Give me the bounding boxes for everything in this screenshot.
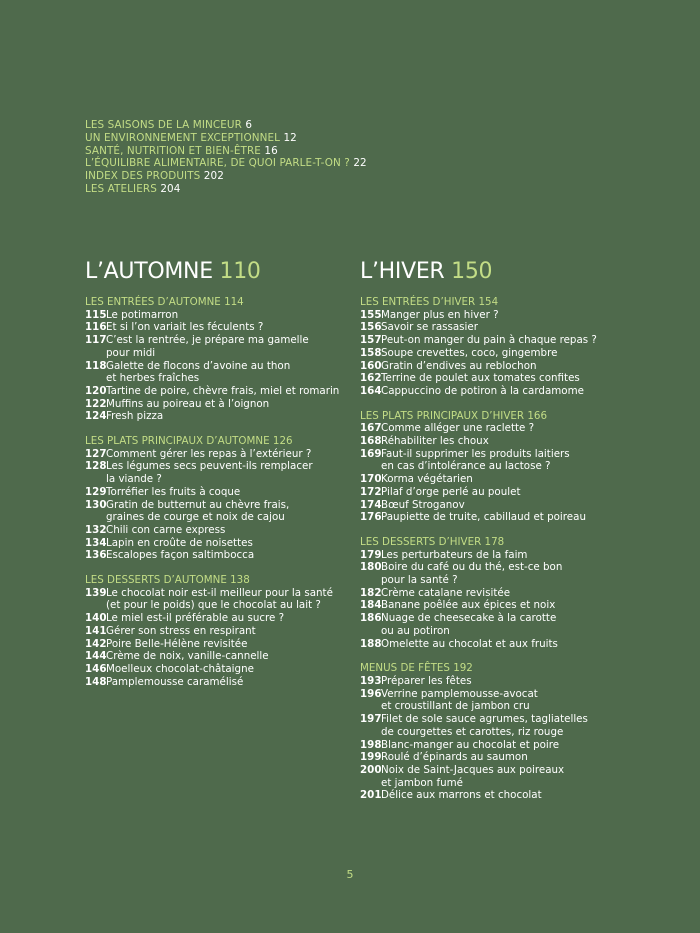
section-heading: [85, 435, 350, 448]
entry-page-number: 160: [360, 359, 382, 372]
toc-entry: [360, 309, 635, 322]
entry-page-number: 124: [85, 410, 107, 423]
toc-entry: [85, 663, 350, 676]
intro-list: [85, 119, 367, 196]
intro-item: [85, 157, 367, 170]
entry-title: Le potimarron: [106, 308, 179, 321]
intro-item-page: 16: [264, 144, 278, 157]
page-folio: 5: [346, 868, 354, 881]
entry-page-number: 156: [360, 321, 382, 334]
entry-title: Les légumes secs peuvent-ils remplacer la viande ?: [106, 460, 313, 486]
toc-entry: [85, 398, 350, 411]
winter-section: [360, 536, 635, 650]
toc-entry: [360, 599, 635, 612]
intro-item-page: 22: [353, 157, 367, 170]
entry-title: Banane poêlée aux épices et noix: [381, 599, 556, 612]
toc-entry: [85, 676, 350, 689]
entry-page-number: 167: [360, 422, 382, 435]
intro-item: [85, 183, 367, 196]
entry-page-number: 146: [85, 662, 107, 675]
toc-entry: [360, 385, 635, 398]
entry-title: Boire du café ou du thé, est-ce bon pour la santé ?: [381, 561, 563, 587]
entry-page-number: 162: [360, 372, 382, 385]
entry-page-number: 172: [360, 485, 382, 498]
section-page-number: 126: [272, 435, 293, 448]
toc-entry: [85, 360, 350, 385]
autumn-heading: [85, 258, 350, 286]
entry-page-number: 180: [360, 561, 382, 574]
section-heading: [360, 536, 635, 549]
intro-item-title: LES SAISONS DE LA MINCEUR: [85, 119, 242, 131]
section-title: LES ENTRÉES D’HIVER: [360, 296, 476, 308]
entry-page-number: 127: [85, 447, 107, 460]
entry-title: Préparer les fêtes: [381, 674, 472, 687]
toc-entry: [360, 789, 635, 802]
winter-page-number: 150: [451, 259, 493, 284]
toc-entry: [85, 650, 350, 663]
entry-page-number: 199: [360, 751, 382, 764]
entry-page-number: 188: [360, 637, 382, 650]
entry-page-number: 174: [360, 498, 382, 511]
toc-entry: [360, 688, 635, 713]
toc-entry: [360, 360, 635, 373]
entry-page-number: 157: [360, 334, 382, 347]
toc-entry: [360, 675, 635, 688]
toc-entry: [85, 460, 350, 485]
entry-page-number: 197: [360, 713, 382, 726]
entry-title: Savoir se rassasier: [381, 321, 478, 334]
entry-page-number: 164: [360, 384, 382, 397]
winter-heading: [360, 258, 635, 286]
entry-title: Soupe crevettes, coco, gingembre: [381, 346, 558, 359]
entry-page-number: 142: [85, 637, 107, 650]
entry-title: Tartine de poire, chèvre frais, miel et romarin: [106, 384, 340, 397]
entry-page-number: 176: [360, 511, 382, 524]
entry-title: Escalopes façon saltimbocca: [106, 549, 255, 562]
section-page-number: 192: [453, 662, 473, 675]
intro-item-page: 204: [160, 182, 181, 195]
entry-title: Gérer son stress en respirant: [106, 624, 256, 637]
entry-title: Omelette au chocolat et aux fruits: [381, 637, 558, 650]
entry-page-number: 184: [360, 599, 382, 612]
toc-entry: [360, 334, 635, 347]
entry-title: Pamplemousse caramélisé: [106, 675, 244, 688]
entry-page-number: 128: [85, 460, 107, 473]
section-page-number: 114: [224, 296, 244, 308]
entry-title: Délice aux marrons et chocolat: [381, 789, 542, 802]
section-heading: [360, 662, 635, 675]
entry-title: Chili con carne express: [106, 523, 226, 536]
toc-entry: [85, 334, 350, 359]
entry-page-number: 140: [85, 612, 107, 625]
entry-page-number: 200: [360, 763, 382, 776]
entry-title: Cappuccino de potiron à la cardamome: [381, 384, 584, 397]
entry-page-number: 155: [360, 308, 382, 321]
intro-item-title: UN ENVIRONNEMENT EXCEPTIONNEL: [85, 131, 281, 144]
entry-title: Fresh pizza: [106, 410, 164, 423]
entry-title: Pilaf d’orge perlé au poulet: [381, 485, 521, 498]
section-heading: [85, 574, 350, 587]
toc-entry: [85, 638, 350, 651]
entry-title: Les perturbateurs de la faim: [381, 548, 528, 561]
section-title: MENUS DE FÊTES: [360, 662, 450, 675]
toc-entry: [360, 713, 635, 738]
toc-entry: [360, 448, 635, 473]
entry-page-number: 129: [85, 485, 107, 498]
entry-title: Verrine pamplemousse-avocat et croustillant de jambon cru: [381, 687, 538, 713]
section-title: LES PLATS PRINCIPAUX D’AUTOMNE: [85, 435, 270, 448]
entry-page-number: 169: [360, 447, 382, 460]
entry-page-number: 115: [85, 308, 107, 321]
entry-title: Peut-on manger du pain à chaque repas ?: [381, 334, 597, 347]
intro-item-title: INDEX DES PRODUITS: [85, 170, 201, 183]
intro-item: [85, 170, 367, 183]
entry-title: Crème catalane revisitée: [381, 586, 511, 599]
entry-title: Crème de noix, vanille-cannelle: [106, 650, 269, 663]
toc-entry: [360, 511, 635, 524]
entry-page-number: 198: [360, 738, 382, 751]
toc-entry: [85, 486, 350, 499]
entry-title: Faut-il supprimer les produits laitiers en cas d’intolérance au lactose ?: [381, 447, 570, 473]
winter-section: [360, 296, 635, 398]
toc-entry: [360, 561, 635, 586]
entry-title: Manger plus en hiver ?: [381, 308, 499, 321]
entry-title: Lapin en croûte de noisettes: [106, 536, 253, 549]
toc-entry: [85, 549, 350, 562]
section-heading: [360, 296, 635, 309]
entry-title: Gratin de butternut au chèvre frais, graines de courge et noix de cajou: [106, 498, 290, 524]
toc-entry: [85, 537, 350, 550]
autumn-section: [85, 574, 350, 688]
entry-title: Nuage de cheesecake à la carotte ou au potiron: [381, 612, 557, 637]
entry-page-number: 116: [85, 321, 107, 334]
entry-title: Galette de flocons d’avoine au thon et herbes fraîches: [106, 359, 291, 385]
entry-page-number: 117: [85, 334, 107, 347]
entry-page-number: 132: [85, 523, 107, 536]
entry-page-number: 182: [360, 586, 382, 599]
intro-item-page: 202: [203, 170, 224, 183]
entry-title: Comme alléger une raclette ?: [381, 422, 535, 435]
entry-title: Blanc-manger au chocolat et poire: [381, 738, 560, 751]
entry-page-number: 158: [360, 346, 382, 359]
autumn-column: [85, 258, 350, 700]
entry-page-number: 148: [85, 675, 107, 688]
section-page-number: 138: [230, 574, 250, 587]
entry-page-number: 193: [360, 674, 382, 687]
entry-title: Le chocolat noir est-il meilleur pour la santé (et pour le poids) que le chocolat au lait ?: [106, 586, 333, 612]
entry-page-number: 118: [85, 359, 107, 372]
autumn-section: [85, 435, 350, 562]
autumn-section: [85, 296, 350, 423]
entry-title: Terrine de poulet aux tomates confites: [381, 372, 580, 385]
toc-entry: [85, 448, 350, 461]
entry-title: Gratin d’endives au reblochon: [381, 359, 537, 372]
entry-title: Et si l’on variait les féculents ?: [106, 321, 264, 334]
section-page-number: 154: [478, 296, 499, 308]
entry-title: Torréfier les fruits à coque: [106, 485, 241, 498]
toc-entry: [360, 739, 635, 752]
section-title: LES DESSERTS D’HIVER: [360, 535, 482, 548]
toc-entry: [85, 612, 350, 625]
toc-entry: [360, 422, 635, 435]
section-heading: [360, 410, 635, 423]
entry-page-number: 134: [85, 536, 107, 549]
intro-item: [85, 119, 367, 132]
entry-title: C’est la rentrée, je prépare ma gamelle pour midi: [106, 334, 309, 359]
toc-entry: [85, 385, 350, 398]
toc-entry: [360, 638, 635, 651]
section-heading: [85, 296, 350, 309]
intro-item-page: 12: [283, 131, 297, 144]
intro-item-page: 6: [245, 119, 253, 131]
toc-entry: [85, 499, 350, 524]
toc-entry: [360, 499, 635, 512]
toc-entry: [85, 410, 350, 423]
section-page-number: 178: [484, 535, 505, 548]
toc-entry: [360, 435, 635, 448]
entry-page-number: 139: [85, 586, 107, 599]
winter-title: L’HIVER: [360, 259, 445, 284]
entry-page-number: 179: [360, 548, 382, 561]
toc-entry: [360, 549, 635, 562]
winter-section: [360, 662, 635, 802]
toc-entry: [85, 309, 350, 322]
entry-title: Roulé d’épinards au saumon: [381, 751, 528, 764]
toc-entry: [85, 321, 350, 334]
toc-entry: [360, 612, 635, 637]
entry-page-number: 196: [360, 687, 382, 700]
entry-page-number: 141: [85, 624, 107, 637]
toc-entry: [360, 751, 635, 764]
toc-entry: [360, 486, 635, 499]
winter-section: [360, 410, 635, 524]
entry-title: Poire Belle-Hélène revisitée: [106, 637, 248, 650]
section-title: LES ENTRÉES D’AUTOMNE: [85, 296, 221, 308]
entry-page-number: 136: [85, 549, 107, 562]
entry-title: Noix de Saint-Jacques aux poireaux et jambon fumé: [381, 763, 565, 789]
toc-entry: [85, 524, 350, 537]
toc-entry: [360, 764, 635, 789]
intro-item: [85, 132, 367, 145]
autumn-sections: [85, 296, 350, 688]
section-page-number: 166: [527, 409, 547, 422]
toc-entry: [360, 587, 635, 600]
entry-title: Comment gérer les repas à l’extérieur ?: [106, 447, 312, 460]
toc-entry: [85, 587, 350, 612]
toc-entry: [360, 473, 635, 486]
entry-page-number: 170: [360, 473, 382, 486]
intro-item-title: SANTÉ, NUTRITION ET BIEN-ÊTRE: [85, 144, 261, 157]
section-title: LES DESSERTS D’AUTOMNE: [85, 574, 227, 587]
intro-item-title: LES ATELIERS: [85, 182, 157, 195]
toc-entry: [360, 372, 635, 385]
entry-title: Muffins au poireau et à l’oignon: [106, 397, 270, 410]
autumn-title: L’AUTOMNE: [85, 259, 213, 284]
toc-entry: [360, 321, 635, 334]
entry-title: Bœuf Stroganov: [381, 498, 465, 511]
entry-page-number: 122: [85, 397, 107, 410]
entry-page-number: 201: [360, 789, 382, 802]
winter-column: [360, 258, 635, 814]
entry-title: Le miel est-il préférable au sucre ?: [106, 612, 285, 625]
entry-title: Moelleux chocolat-châtaigne: [106, 662, 254, 675]
entry-page-number: 144: [85, 650, 107, 663]
entry-title: Filet de sole sauce agrumes, tagliatelles de courgettes et carottes, riz rouge: [381, 713, 588, 738]
intro-item-title: L’ÉQUILIBRE ALIMENTAIRE, DE QUOI PARLE-T-ON ?: [85, 157, 350, 170]
entry-page-number: 130: [85, 498, 107, 511]
entry-page-number: 120: [85, 384, 107, 397]
entry-title: Korma végétarien: [381, 473, 473, 486]
entry-title: Réhabiliter les choux: [381, 435, 489, 448]
entry-page-number: 186: [360, 612, 382, 625]
entry-title: Paupiette de truite, cabillaud et poireau: [381, 511, 586, 524]
section-title: LES PLATS PRINCIPAUX D’HIVER: [360, 409, 525, 422]
winter-sections: [360, 296, 635, 802]
toc-entry: [85, 625, 350, 638]
entry-page-number: 168: [360, 435, 382, 448]
intro-item: [85, 145, 367, 158]
toc-entry: [360, 347, 635, 360]
autumn-page-number: 110: [219, 259, 261, 284]
